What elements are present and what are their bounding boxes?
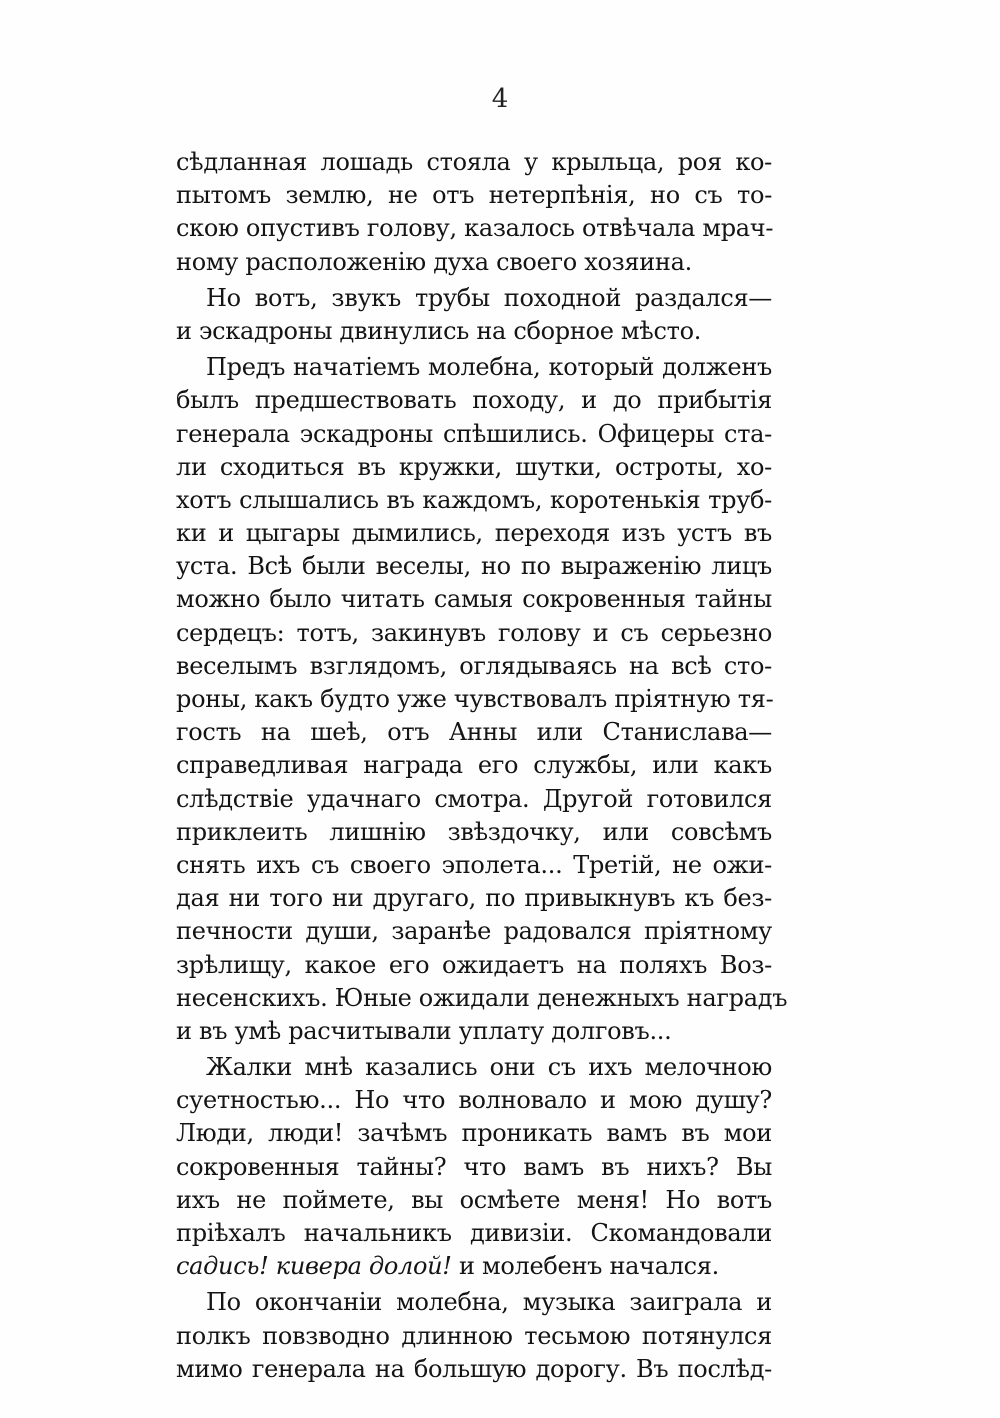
text-line: По окончаніи молебна, музыка заиграла и (206, 1288, 772, 1317)
text-line: Но вотъ, звукъ трубы походной раздался— (206, 283, 772, 312)
text-line: сокровенныя тайны? что вамъ въ нихъ? Вы (176, 1152, 772, 1181)
text-line: дая ни того ни другаго, по привыкнувъ къ без- (176, 884, 772, 913)
text-line: Люди, люди! зачѣмъ проникать вамъ въ мои (176, 1119, 772, 1148)
text-line: слѣдствіе удачнаго смотра. Другой готовился (176, 784, 772, 813)
text-line: и въ умѣ расчитывали уплату долговъ... (176, 1016, 672, 1045)
page-number: 4 (491, 84, 509, 114)
text-line: роны, какъ будто уже чувствовалъ пріятную тя- (176, 685, 774, 713)
body-text (176, 146, 788, 1386)
text-line: снять ихъ съ своего эполета... Третій, не ожи- (176, 850, 772, 879)
text-line: пытомъ землю, не отъ нетерпѣнія, но съ то- (176, 181, 772, 210)
text-line: ихъ не поймете, вы осмѣете меня! Но вотъ (176, 1185, 772, 1214)
text-line: Предъ начатіемъ молебна, который долженъ (206, 353, 772, 382)
text-line: справедливая награда его службы, или какъ (176, 751, 772, 780)
italic-command: садись! кивера долой! (176, 1252, 452, 1281)
text-line: мимо генерала на большую дорогу. Въ послѣд- (176, 1354, 772, 1383)
text-line: гость на шеѣ, отъ Анны или Станислава— (176, 718, 772, 747)
text-line: ки и цыгары дымились, переходя изъ устъ въ (176, 519, 772, 548)
text-line: скою опустивъ голову, казалось отвѣчала мрач- (176, 214, 774, 243)
text-line: уста. Всѣ были веселы, но по выраженію лицъ (176, 552, 772, 581)
text-line: ному расположенію духа своего хозяина. (176, 247, 692, 276)
text-fragment: и молебенъ начался. (459, 1252, 719, 1281)
text-line-with-italic (176, 1250, 772, 1283)
text-line: сердецъ: тотъ, закинувъ голову и съ серьезно (176, 618, 772, 647)
text-line: генерала эскадроны спѣшились. Офицеры ста- (176, 419, 772, 448)
text-line: хотъ слышались въ каждомъ, коротенькія труб- (176, 485, 772, 514)
text-line: печности души, заранѣе радовался пріятному (176, 917, 772, 946)
text-line: пріѣхалъ начальникъ дивизіи. Скомандовали (176, 1219, 772, 1247)
text-line: и эскадроны двинулись на сборное мѣсто. (176, 316, 702, 345)
text-line: зрѣлищу, какое его ожидаетъ на поляхъ Воз- (176, 950, 772, 979)
text-line: приклеить лишнію звѣздочку, или совсѣмъ (176, 817, 772, 846)
text-line: можно было читать самыя сокровенныя тайны (176, 585, 772, 614)
text-line: Жалки мнѣ казались они съ ихъ мелочною (206, 1053, 772, 1082)
text-line: суетностью... Но что волновало и мою душу? (176, 1086, 772, 1115)
text-line: сѣдланная лошадь стояла у крыльца, роя ко- (176, 148, 772, 176)
text-line: былъ предшествовать походу, и до прибытія (176, 386, 772, 415)
text-line: веселымъ взглядомъ, оглядываясь на всѣ сто- (176, 651, 772, 680)
text-line: полкъ повзводно длинною тесьмою потянулся (176, 1321, 772, 1350)
text-line: ли сходиться въ кружки, шутки, остроты, хо- (176, 452, 772, 481)
text-line: несенскихъ. Юные ожидали денежныхъ наградъ (176, 983, 788, 1012)
